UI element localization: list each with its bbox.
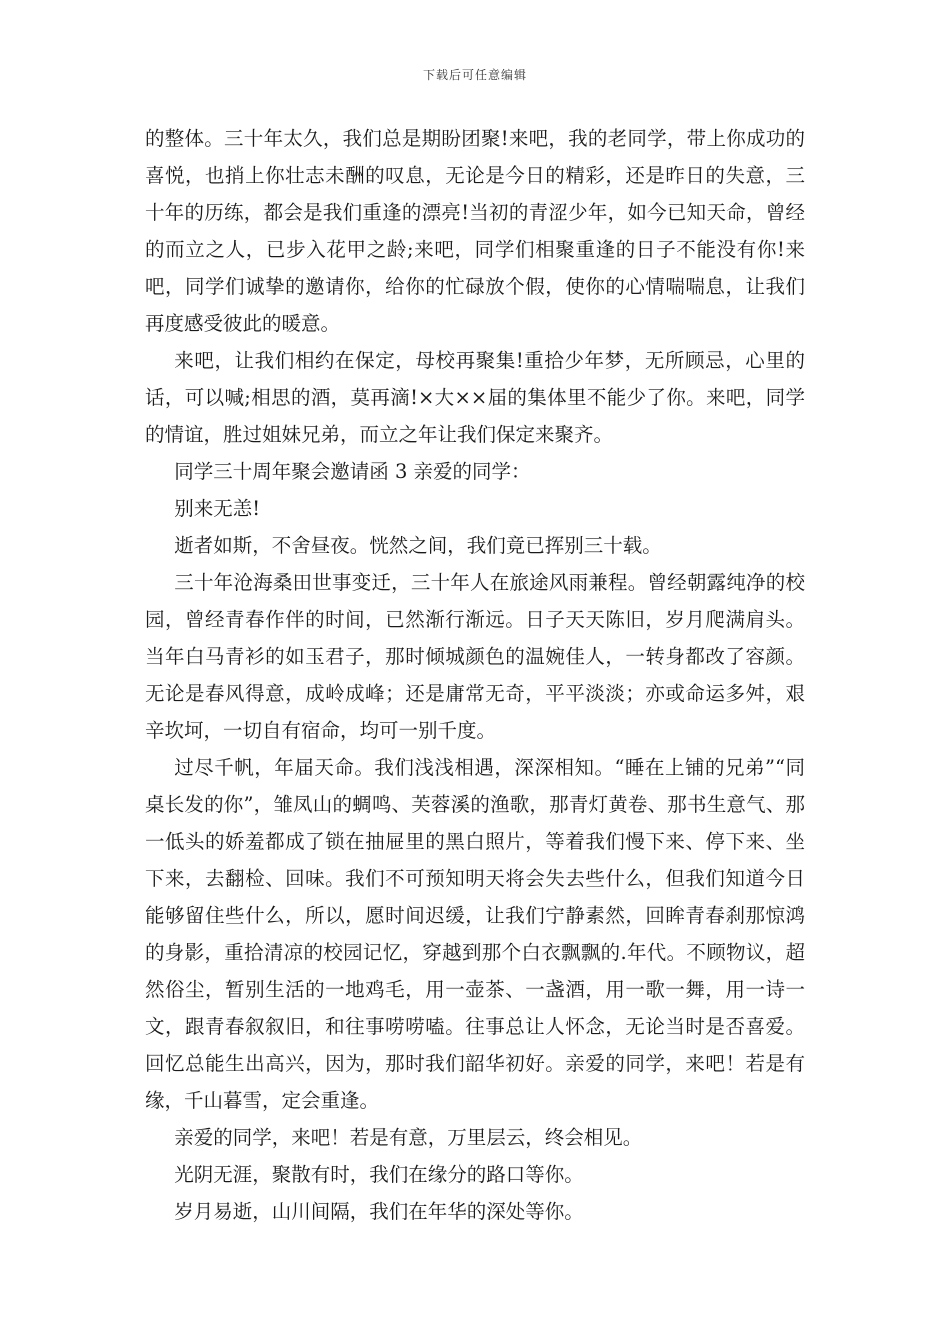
paragraph-9: 光阴无涯，聚散有时，我们在缘分的路口等你。 xyxy=(174,1163,584,1186)
page-header: 下载后可任意编辑 xyxy=(422,68,527,82)
paragraph-6: 三十年沧海桑田世事变迁，三十年人在旅途风雨兼程。曾经朝露纯净的校园，曾经青春作伴的时间，已然渐行渐远。日子天天陈旧，岁月爬满肩头。当年白马青衫的如玉君子，那时倾城颜色的温婉佳人，一转身都改了容颜。无论是春风得意，成岭成峰；还是庸常无奇，平平淡淡；亦或命运多舛，艰辛坎坷，一切自有宿命，均可一别千度。 xyxy=(145,571,805,742)
paragraph-4: 别来无恙! xyxy=(174,497,261,520)
paragraph-1: 的整体。三十年太久，我们总是期盼团聚!来吧，我的老同学，带上你成功的喜悦，也捎上你壮志未酬的叹息，无论是今日的精彩，还是昨日的失意，三十年的历练，都会是我们重逢的漂亮!当初的青涩少年，如今已知天命，曾经的而立之人，已步入花甲之龄;来吧，同学们相聚重逢的日子不能没有你!来吧，同学们诚挚的邀请你，给你的忙碌放个假，使你的心情喘喘息，让我们再度感受彼此的暖意。 xyxy=(145,127,805,335)
paragraph-2: 来吧，让我们相约在保定，母校再聚集!重拾少年梦，无所顾忌，心里的话，可以喊;相思的酒，莫再滴!×大××届的集体里不能少了你。来吧，同学的情谊，胜过姐妹兄弟，而立之年让我们保定来聚齐。 xyxy=(145,349,805,446)
document-body xyxy=(145,120,805,1230)
paragraph-8: 亲爱的同学，来吧！若是有意，万里层云，终会相见。 xyxy=(174,1126,643,1149)
paragraph-5: 逝者如斯，不舍昼夜。恍然之间，我们竟已挥别三十载。 xyxy=(174,534,662,557)
paragraph-10: 岁月易逝，山川间隔，我们在年华的深处等你。 xyxy=(174,1200,584,1223)
paragraph-7: 过尽千帆，年届天命。我们浅浅相遇，深深相知。“睡在上铺的兄弟”“同桌长发的你”，雏凤山的蜩鸣、芙蓉溪的渔歌，那青灯黄卷、那书生意气、那一低头的娇羞都成了锁在抽屉里的黑白照片，等着我们慢下来、停下来、坐下来，去翻检、回味。我们不可预知明天将会失去些什么，但我们知道今日能够留住些什么，所以，愿时间迟缓，让我们宁静素然，回眸青春刹那惊鸿的身影，重拾清凉的校园记忆，穿越到那个白衣飘飘的.年代。不顾物议，超然俗尘，暂别生活的一地鸡毛，用一壶茶、一盏酒，用一歌一舞，用一诗一文，跟青春叙叙旧，和往事唠唠嗑。往事总让人怀念，无论当时是否喜爱。回忆总能生出高兴，因为，那时我们韶华初好。亲爱的同学，来吧！若是有缘，千山暮雪，定会重逢。 xyxy=(145,756,805,1112)
paragraph-3: 同学三十周年聚会邀请函 3 亲爱的同学： xyxy=(174,460,531,483)
